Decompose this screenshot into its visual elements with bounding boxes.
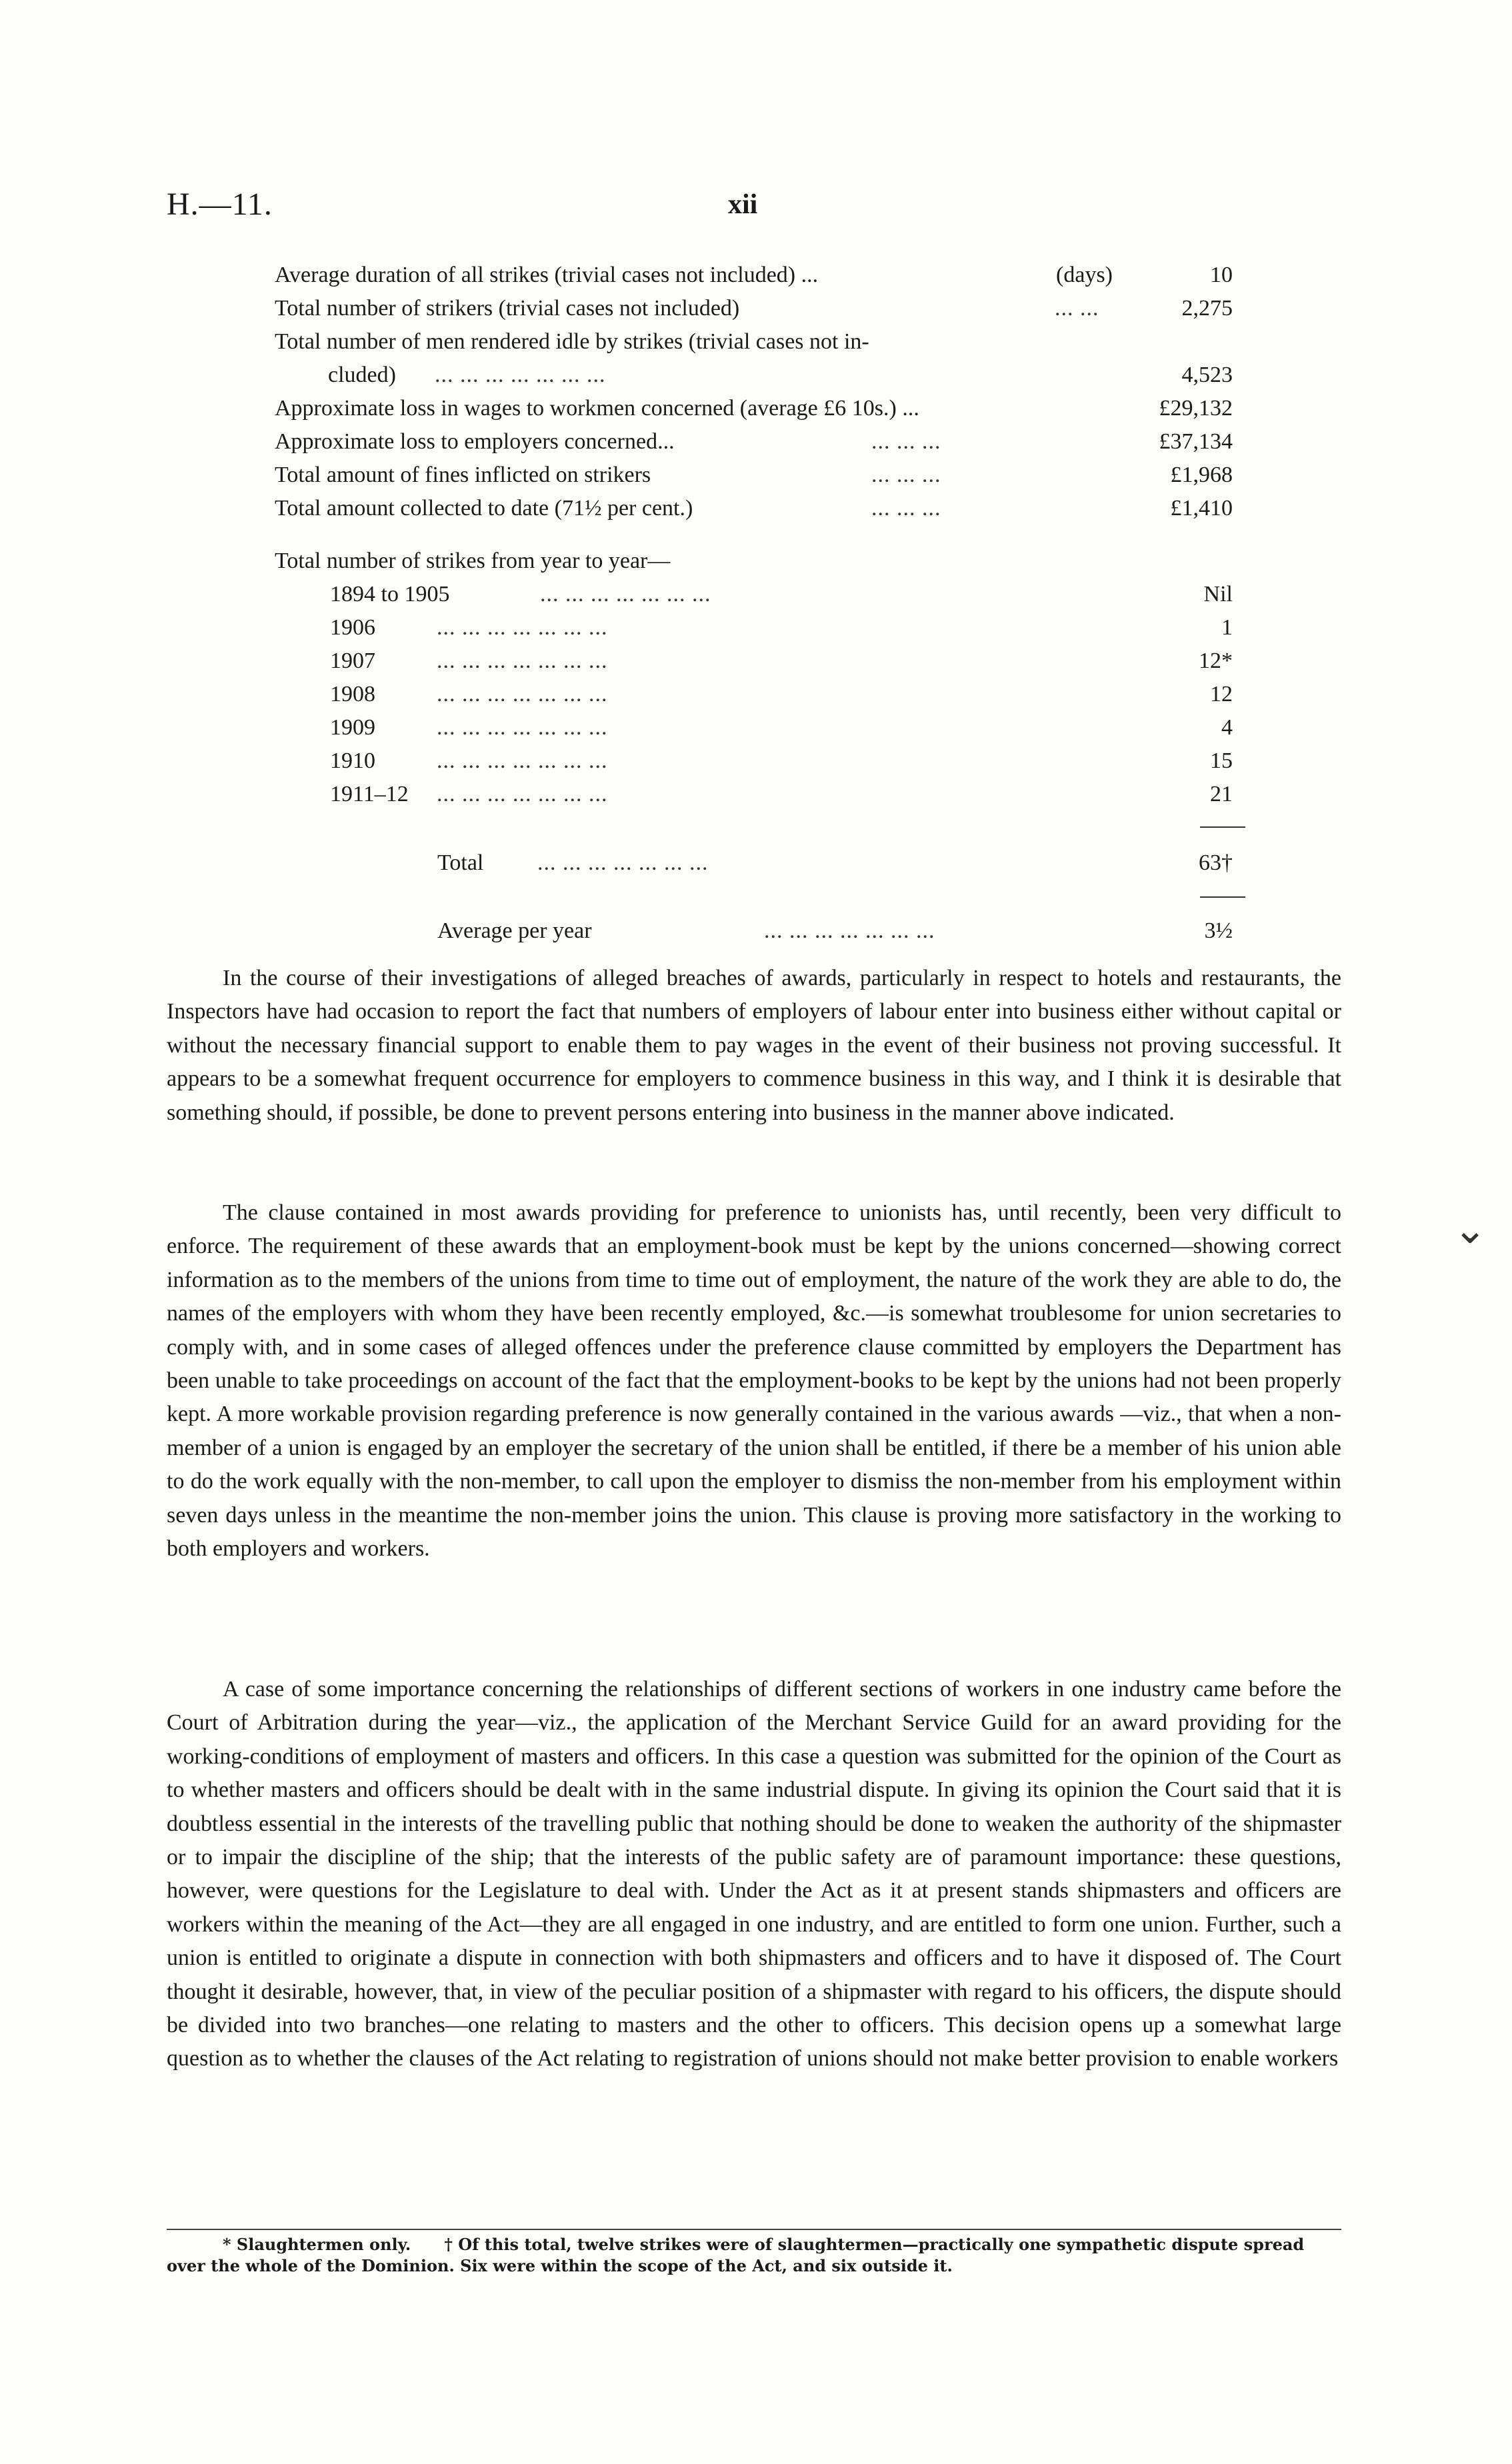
leader-dots: ... ... ... ... ... ... ... [437,782,608,806]
stat-value: 2,275 [1181,296,1233,321]
year-row [330,611,1233,644]
average-label: Average per year [437,918,592,943]
stat-row [275,259,1233,292]
average-row [437,914,1233,948]
year-row [330,711,1233,744]
page-number: xii [728,189,758,220]
stat-label: Total amount of fines inflicted on strikers [275,463,651,487]
year-row [330,744,1233,778]
strikes-by-year-heading: Total number of strikes from year to year— [275,549,671,573]
leader-dots: ... ... ... ... ... ... ... [537,850,709,875]
year-label: 1894 to 1905 [330,582,450,607]
year-label: 1907 [330,648,375,673]
leader-dots: ... ... ... [871,463,941,487]
leader-dots: ... ... ... ... ... ... ... [437,715,608,740]
stat-label: Average duration of all strikes (trivial cases not included) ... [275,263,819,287]
year-value: 4 [1221,715,1233,740]
leader-dots: ... ... ... ... ... ... ... [437,748,608,773]
stat-row [275,325,1233,359]
stat-value: £1,968 [1170,463,1233,487]
body-paragraph: In the course of their investigations of alleged breaches of awards, particularly in respect to hotels and restaurants, the Inspectors have had occasion to report the fact that numbers of employers of labour enter into business either without capital or without the necessary financial support to enable them to pay wages in the event of their business not proving successful. It appears to be a somewhat frequent occurrence for employers to commence business in this way, and I think it is desirable that something should, if possible, be done to prevent persons entering into business in the manner above indicated. [167,966,1341,1125]
year-label: 1906 [330,615,375,640]
year-row [330,578,1233,611]
year-row [330,644,1233,678]
stat-row [275,492,1233,525]
year-label: 1908 [330,682,375,706]
year-value: 1 [1221,615,1233,640]
leader-dots: ... ... ... ... ... ... ... [437,615,608,640]
stat-value: 10 [1210,263,1233,287]
average-value: 3½ [1204,918,1233,943]
footnote-dagger: † Of this total, twelve strikes were of slaughtermen—practically one sympathetic dispute spread over the whole of the Dominion. Six were within the scope of the Act, and six outside it. [167,2235,1305,2275]
document-reference: H.—11. [167,187,273,222]
leader-dots: ... ... ... [871,496,941,521]
stat-value: £37,134 [1159,429,1233,454]
stat-row [275,425,1233,459]
body-paragraph: The clause contained in most awards providing for preference to unionists has, until recently, been very difficult to enforce. The requirement of these awards that an employment-book must be kept by the unions concerned—showing correct information as to the members of the unions from time to time out of employment, the nature of the work they are able to do, the names of the employers with whom they have been recently employed, &c.—is somewhat troublesome for union secretaries to comply with, and in some cases of alleged offences under the preference clause committed by employers the Department has been unable to take proceedings on account of the fact that the employment-books to be kept by the unions had not been properly kept. A more workable provision regarding preference is now generally contained in the various awards —viz., that when a non-member of a union is engaged by an employer the secretary of the union shall be entitled, if there be a member of his union able to do the work equally with the non-member, to call upon the employer to dismiss the non-member from his employment within seven days unless in the meantime the non-member joins the union. This clause is proving more satisfactory in the working to both employers and workers. [167,1200,1341,1562]
stat-row [275,459,1233,492]
total-row [437,846,1233,880]
year-row [330,778,1233,811]
total-value: 63† [1199,850,1233,875]
footnote-star: * Slaughtermen only. [223,2235,411,2254]
sum-rule [1200,896,1245,898]
stat-label: Total number of strikers (trivial cases not included) [275,296,740,321]
leader-dots: ... ... ... [871,429,941,454]
year-label: 1910 [330,748,375,773]
margin-mark: ⌄ [1453,1208,1487,1252]
leader-dots: ... ... [1055,296,1099,321]
leader-dots: ... ... ... ... ... ... ... [437,682,608,706]
leader-dots: ... ... ... ... ... ... ... [435,363,606,387]
leader-dots: ... ... ... ... ... ... ... [540,582,711,607]
year-label: 1909 [330,715,375,740]
year-value: 12 [1210,682,1233,706]
year-row [330,678,1233,711]
stat-label: Total number of men rendered idle by strikes (trivial cases not in- [275,329,869,354]
year-label: 1911–12 [330,782,409,806]
year-value: 21 [1210,782,1233,806]
year-value: Nil [1203,582,1233,607]
footnote-rule [167,2229,1341,2230]
stat-row [275,359,1233,392]
stat-label: cluded) [328,363,396,387]
stat-label: Approximate loss to employers concerned... [275,429,675,454]
stat-label: Approximate loss in wages to workmen concerned (average £6 10s.) ... [275,396,919,421]
body-paragraph: A case of some importance concerning the relationships of different sections of workers in one industry came before the Court of Arbitration during the year—viz., the application of the Merchant Service Guild for an award providing for the working-conditions of employment of masters and officers. In this case a question was submitted for the opinion of the Court as to whether masters and officers should be dealt with in the same industrial dispute. In giving its opinion the Court said that it is doubtless essential in the interests of the travelling public that nothing should be done to weaken the authority of the shipmaster or to impair the discipline of the ship; that the interests of the public safety are of paramount importance: these questions, however, were questions for the Legislature to deal with. Under the Act as it at present stands shipmasters and officers are workers within the meaning of the Act—they are all engaged in one industry, and are entitled to form one union. Further, such a union is entitled to originate a dispute in connection with both shipmasters and officers and to have it disposed of. The Court thought it desirable, however, that, in view of the peculiar position of a shipmaster with regard to his officers, the dispute should be divided into two branches—one relating to masters and the other to officers. This decision opens up a somewhat large question as to whether the clauses of the Act relating to registration of unions should not make better provision to enable workers [167,1677,1341,2071]
stat-row [275,292,1233,325]
stat-value: £1,410 [1170,496,1233,521]
stat-value: £29,132 [1159,396,1233,421]
stat-row [275,392,1233,425]
stat-value: 4,523 [1181,363,1233,387]
footnotes [167,2234,1341,2277]
year-value: 12* [1199,648,1233,673]
leader-dots: ... ... ... ... ... ... ... [437,648,608,673]
sum-rule [1200,826,1245,828]
stat-label: Total amount collected to date (71½ per cent.) [275,496,693,521]
year-value: 15 [1210,748,1233,773]
total-label: Total [437,850,484,875]
stat-unit: (days) [1056,263,1113,287]
leader-dots: ... ... ... ... ... ... ... [764,918,935,943]
